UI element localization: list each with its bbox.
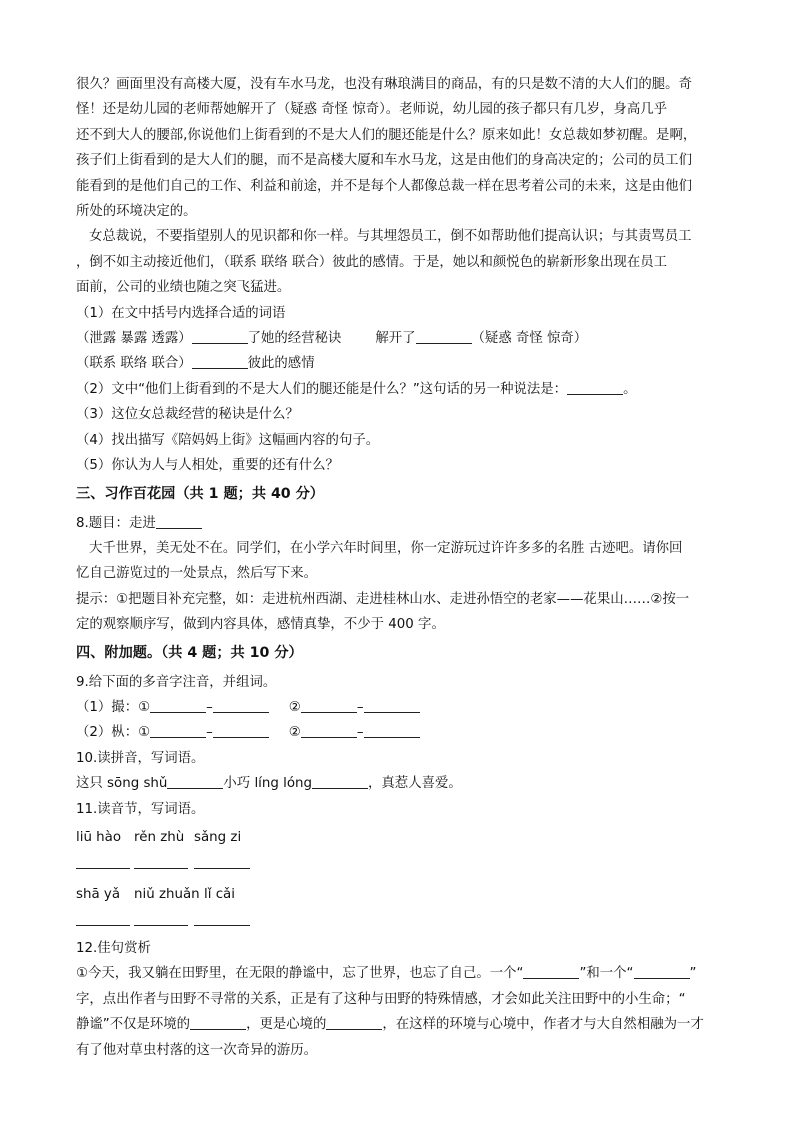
passage-line: ，倒不如主动接近他们，（联系 联络 联合）彼此的感情。于是，她以和颜悦色的崭新形象出现在员工 xyxy=(76,254,667,270)
circle-number: ② xyxy=(288,699,301,715)
answer-blank[interactable] xyxy=(192,355,248,369)
pinyin-text: 这只 sōng shǔ xyxy=(76,776,168,792)
question-9-row-1 xyxy=(76,695,726,720)
answer-blank[interactable] xyxy=(76,925,130,926)
answer-blank[interactable] xyxy=(76,868,130,869)
answer-blank[interactable] xyxy=(194,868,250,869)
question-12-line xyxy=(76,1012,726,1037)
answer-blank[interactable] xyxy=(523,965,579,979)
choice-options: （联系 联络 联合） xyxy=(76,356,192,372)
section-heading: 四、附加题。（共 4 题；共 10 分） xyxy=(76,644,303,661)
question-text: 忆自己游览过的一处景点，然后写下来。 xyxy=(76,566,318,582)
question-12: 12.佳句赏析 xyxy=(76,940,151,956)
question-9-row-2 xyxy=(76,720,726,745)
question-text: 静谧”不仅是环境的 xyxy=(76,1017,191,1033)
passage-line: 还不到大人的腰部,你说他们上街看到的不是大人们的腿还能是什么？原来如此！女总裁如梦初醒。是啊， xyxy=(76,127,697,143)
question-3: （3）这位女总裁经营的秘诀是什么？ xyxy=(76,407,299,423)
answer-blank[interactable] xyxy=(301,724,357,738)
dash: – xyxy=(206,725,213,741)
answer-blank[interactable] xyxy=(150,724,206,738)
question-text: （1）撮：① xyxy=(76,699,151,715)
answer-blank[interactable] xyxy=(156,515,202,529)
question-text: ①今天，我又躺在田野里，在无限的静谧中，忘了世界，也忘了自己。一个“ xyxy=(76,966,524,982)
question-8 xyxy=(76,511,726,536)
answer-blank[interactable] xyxy=(634,965,690,979)
question-12-line: 字，点出作者与田野不寻常的关系，正是有了这种与田野的特殊情感，才会如此关注田野中的小生命；“ xyxy=(76,991,686,1007)
question-text: ” xyxy=(689,966,697,982)
question-2 xyxy=(76,377,726,402)
pinyin-text: shā yǎ xyxy=(76,886,121,902)
answer-blank-row xyxy=(76,854,726,879)
question-text: 。 xyxy=(623,381,637,397)
dash: – xyxy=(356,725,364,741)
answer-blank[interactable] xyxy=(134,925,188,926)
question-1-row-b xyxy=(76,351,726,376)
question-text: ，更是心境的 xyxy=(246,1017,327,1033)
passage-line: 很久？画面里没有高楼大厦，没有车水马龙，也没有琳琅满目的商品，有的只是数不清的大人们的腿。奇 xyxy=(76,77,692,92)
pinyin-text: sǎng zi xyxy=(194,829,242,845)
question-text: （2）枞：① xyxy=(76,725,151,741)
passage-line: 怪！还是幼儿园的老师帮她解开了（疑惑 奇怪 惊奇）。老师说，幼儿园的孩子都只有几岁，身高几乎 xyxy=(76,102,667,118)
pinyin-text: niǔ zhuǎn xyxy=(134,886,200,902)
answer-blank[interactable] xyxy=(312,775,368,789)
question-12-line xyxy=(76,961,726,986)
answer-blank[interactable] xyxy=(301,699,357,713)
question-12-line: 有了他对草虫村落的这一次奇异的游历。 xyxy=(76,1042,318,1058)
question-9: 9.给下面的多音字注音，并组词。 xyxy=(76,674,277,690)
answer-blank[interactable] xyxy=(364,699,420,713)
question-text: ”和一个“ xyxy=(579,966,634,982)
answer-blank[interactable] xyxy=(364,724,420,738)
passage-line: 能看到的是他们自己的工作、利益和前途，并不是每个人都像总裁一样在思考着公司的未来，这是由他们 xyxy=(76,178,692,194)
document-page xyxy=(76,72,726,1063)
answer-blank[interactable] xyxy=(134,868,188,869)
dash: – xyxy=(356,699,364,715)
answer-blank[interactable] xyxy=(416,330,472,344)
question-text: 彼此的感情 xyxy=(247,356,315,372)
circle-number: ② xyxy=(288,725,301,741)
choice-options: （泄露 暴露 透露） xyxy=(76,331,192,347)
question-tip: 提示：①把题目补充完整，如：走进杭州西湖、走进桂林山水、走进孙悟空的老家——花果山……②按一 xyxy=(76,591,690,607)
question-11: 11.读音节，写词语。 xyxy=(76,801,205,817)
question-text: ，真惹人喜爱。 xyxy=(368,776,462,792)
question-text: 8.题目：走进 xyxy=(76,515,156,531)
answer-blank[interactable] xyxy=(213,724,269,738)
question-4: （4）找出描写《陪妈妈上街》这幅画内容的句子。 xyxy=(76,432,380,448)
answer-blank[interactable] xyxy=(192,330,248,344)
passage-line: 所处的环境决定的。 xyxy=(76,204,197,220)
question-text: （2）文中“他们上街看到的不是大人们的腿还能是什么？”这句话的另一种说法是： xyxy=(76,381,568,397)
passage-line: 孩子们上街看到的是大人们的腿，而不是高楼大厦和车水马龙，这是由他们的身高决定的；公司的员工们 xyxy=(76,153,692,169)
answer-blank-row xyxy=(76,911,726,936)
answer-blank[interactable] xyxy=(213,699,269,713)
pinyin-text: lǐ cǎi xyxy=(204,886,235,902)
passage-line: 女总裁说，不要指望别人的见识都和你一样。与其埋怨员工，倒不如帮助他们提高认识；与其责骂员工 xyxy=(89,229,692,245)
answer-blank[interactable] xyxy=(190,1016,246,1030)
section-heading: 三、习作百花园（共 1 题；共 40 分） xyxy=(76,485,324,502)
question-5: （5）你认为人与人相处，重要的还有什么？ xyxy=(76,458,339,474)
passage-line: 面前，公司的业绩也随之突飞猛进。 xyxy=(76,280,291,296)
question-1: （1）在文中括号内选择合适的词语 xyxy=(76,305,286,321)
question-1-row-a xyxy=(76,326,726,351)
question-text: 大千世界，美无处不在。同学们，在小学六年时间里，你一定游玩过许许多多的名胜 古迹吧。请你回 xyxy=(89,540,683,556)
question-text: 了她的经营秘诀 xyxy=(247,331,342,347)
question-text: ，在这样的环境与心境中，作者才与大自然相融为一才 xyxy=(382,1017,704,1033)
answer-blank[interactable] xyxy=(194,925,250,926)
answer-blank[interactable] xyxy=(567,381,623,395)
answer-blank[interactable] xyxy=(326,1016,382,1030)
pinyin-row xyxy=(76,879,726,911)
choice-options: （疑惑 奇怪 惊奇） xyxy=(471,331,588,347)
question-tip: 定的观察顺序写，做到内容具体，感情真挚，不少于 400 字。 xyxy=(76,617,445,633)
pinyin-text: 小巧 líng lóng xyxy=(223,776,313,792)
pinyin-text: rěn zhù xyxy=(134,829,185,845)
question-10-row xyxy=(76,771,726,796)
answer-blank[interactable] xyxy=(167,775,223,789)
question-text: 解开了 xyxy=(375,331,416,347)
question-10: 10.读拼音，写词语。 xyxy=(76,750,205,766)
pinyin-text: liū hào xyxy=(76,829,122,845)
dash: – xyxy=(206,699,213,715)
answer-blank[interactable] xyxy=(150,699,206,713)
pinyin-row xyxy=(76,822,726,854)
